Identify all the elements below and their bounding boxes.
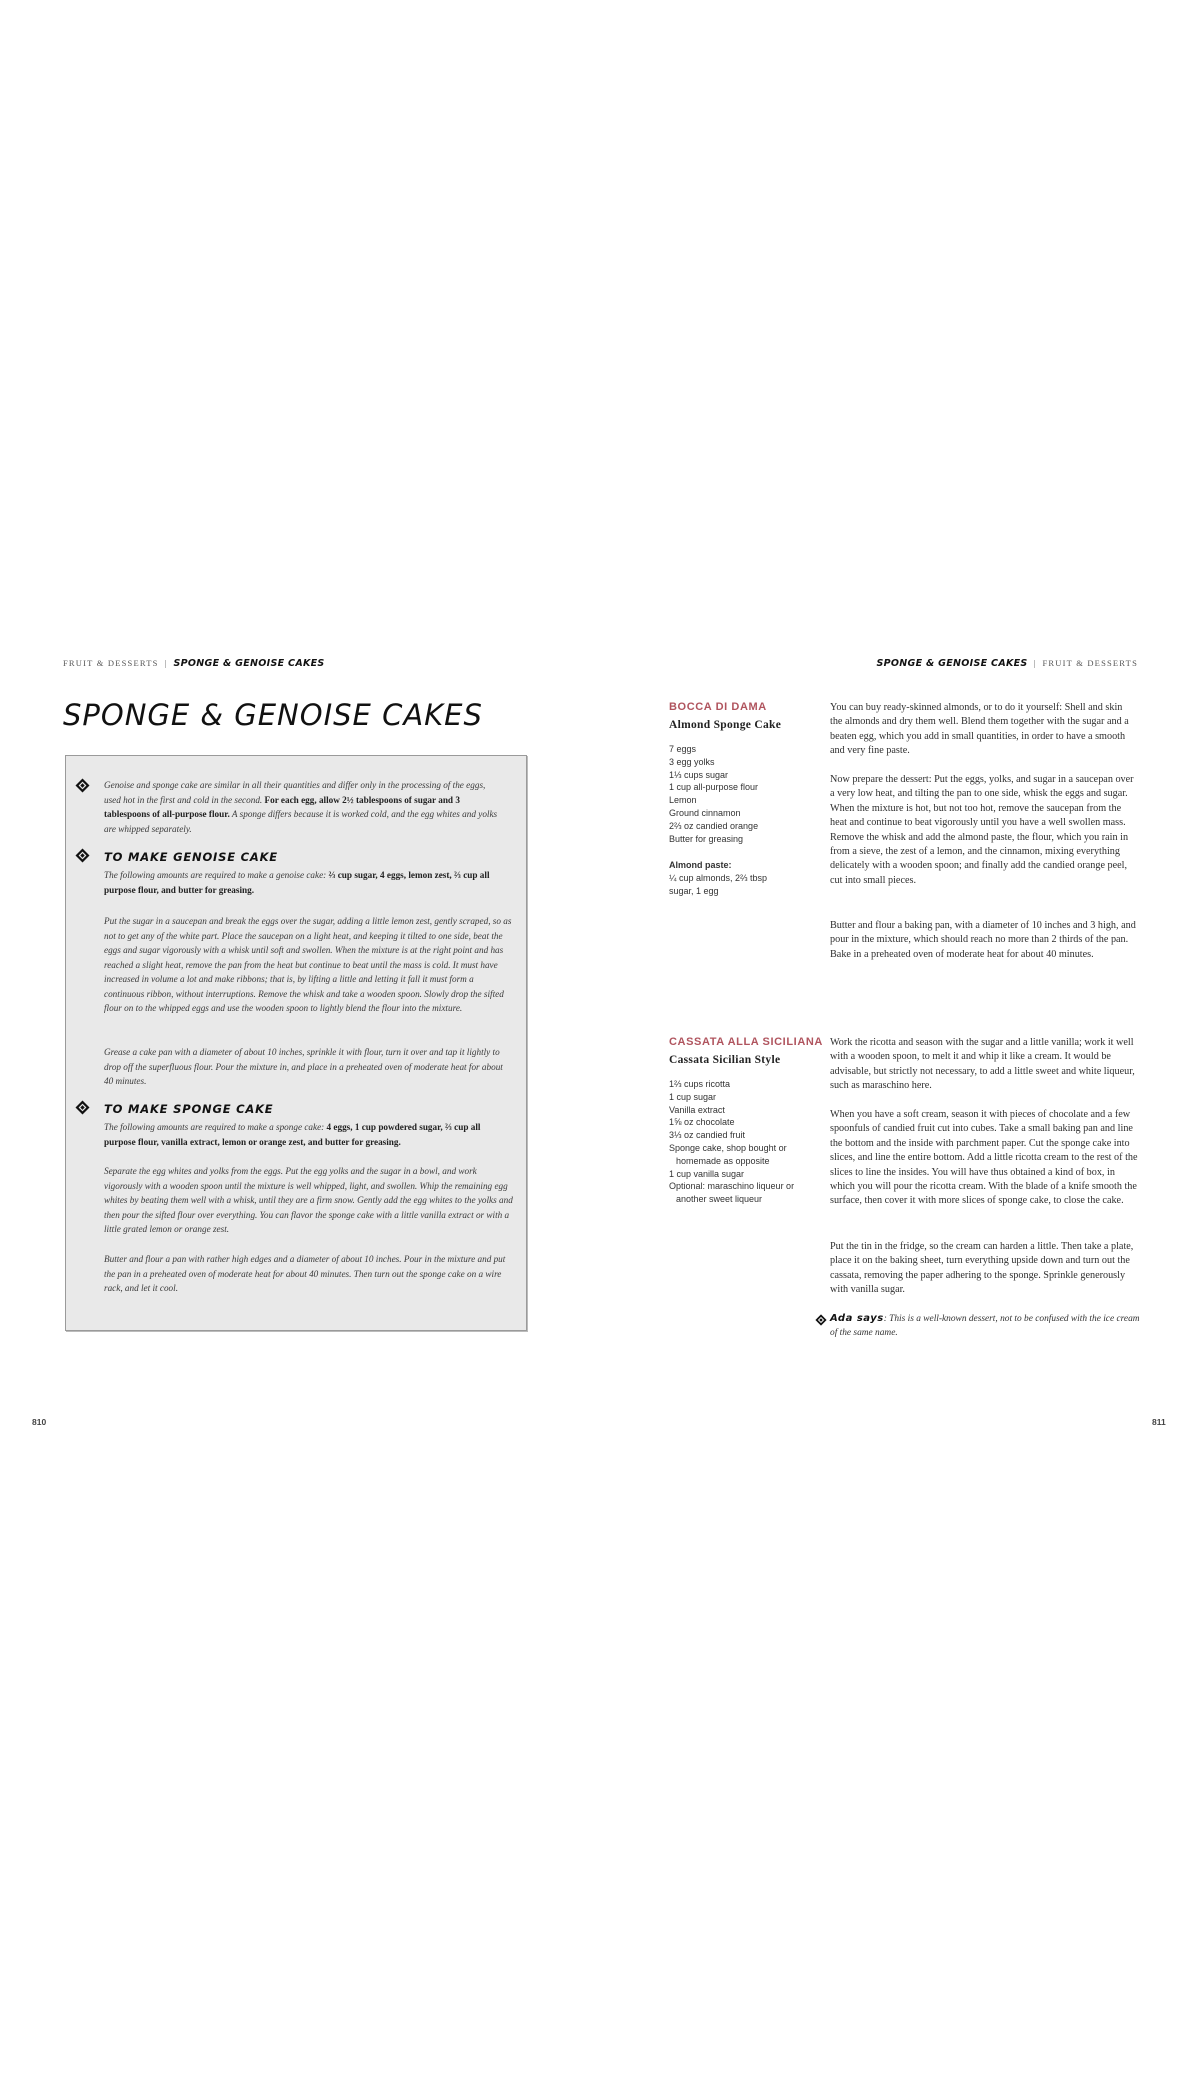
- sponge-heading: TO MAKE SPONGE CAKE: [104, 1102, 274, 1116]
- almond-paste-heading: Almond paste:: [669, 860, 732, 870]
- ada-says-note: [830, 1312, 1140, 1340]
- ingredient-item: 1⅓ cups sugar: [669, 769, 729, 780]
- ingredient-item: 2⅔ oz candied orange: [669, 820, 759, 831]
- diamond-icon: [75, 778, 90, 798]
- method-paragraph: Put the tin in the fridge, so the cream can harden a little. Then take a plate, place it on the baking sheet, turn everything upside down and turn out the cassata, removing the paper adhering to the sponge. Sprinkle generously with vanilla sugar.: [830, 1241, 1134, 1296]
- ingredient-item: Vanilla extract: [669, 1104, 725, 1115]
- sponge-ingredients: The following amounts are required to make a sponge cake: 4 eggs, 1 cup powdered sugar, ⅔ cup all purpose flour, vanilla extract, lemon or orange zest, and butter for greasing.: [104, 1122, 481, 1147]
- ingredient-item: 1 cup sugar: [669, 1091, 717, 1102]
- technique-box: [65, 755, 527, 1331]
- left-running-section: FRUIT & DESSERTS: [63, 658, 159, 668]
- ingredient-item: 1 cup all-purpose flour: [669, 782, 759, 793]
- ingredient-item: homemade as opposite: [676, 1155, 770, 1166]
- ada-says-text: : This is a well-known dessert, not to be confused with the ice cream of the same name.: [830, 1314, 1140, 1338]
- right-page-number: 811: [1152, 1417, 1166, 1427]
- recipe-title-bocca-di-dama: BOCCA DI DAMA: [669, 701, 767, 713]
- genoise-heading: TO MAKE GENOISE CAKE: [104, 850, 278, 864]
- almond-paste-list: [669, 872, 819, 898]
- ingredients-list-bocca: [669, 743, 819, 845]
- ingredient-item: Lemon: [669, 795, 697, 806]
- ingredient-item: Sponge cake, shop bought or: [669, 1142, 787, 1153]
- ingredient-item: 1⅝ oz chocolate: [669, 1117, 735, 1128]
- left-running-head: FRUIT & DESSERTS | SPONGE & GENOISE CAKES: [63, 658, 325, 669]
- method-paragraph: When you have a soft cream, season it with pieces of chocolate and a few spoonfuls of candied fruit cut into cubes. Take a small baking pan and line the bottom and the inside with parchment paper. Cut the sponge cake into slices, and line the entire bottom. Add a little ricotta cream to the rest of the slices to line the insides. You will have thus obtained a kind of box, in which you will pour the ricotta cream. With the blade of a knife smooth the surface, then cover it with more slices of sponge cake, to close the cake.: [830, 1109, 1138, 1207]
- recipe-title-cassata: CASSATA ALLA SICILIANA: [669, 1036, 823, 1048]
- sponge-baking: Butter and flour a pan with rather high edges and a diameter of about 10 inches. Pour in the mixture and put the pan in a preheated oven of moderate heat for about 40 minutes. Then turn out the sponge cake on a wire rack, and let it cool.: [104, 1254, 506, 1293]
- method-paragraph: Now prepare the dessert: Put the eggs, yolks, and sugar in a saucepan over a very low heat, and tilting the pan to one side, whisk the eggs and sugar. When the mixture is hot, but not too hot, remove the saucepan from the heat and continue to beat vigorously until you have a well swollen mass. Remove the whisk and add the almond paste, the flour, which you rain in from a sieve, the zest of a lemon, and the cinnamon, mixing everything delicately with a wooden spoon; and finally add the candied orange peel, cut into small pieces.: [830, 774, 1134, 886]
- right-running-head: SPONGE & GENOISE CAKES | FRUIT & DESSERTS: [876, 658, 1138, 669]
- diamond-icon: [75, 848, 90, 868]
- ingredients-list-cassata: [669, 1078, 819, 1206]
- genoise-baking: Grease a cake pan with a diameter of about 10 inches, sprinkle it with flour, turn it over and tap it lightly to drop off the superfluous flour. Pour the mixture in, and place in a preheated oven of moderate heat for about 40 minutes.: [104, 1047, 503, 1086]
- ingredient-item: Ground cinnamon: [669, 807, 741, 818]
- ingredient-item: 1 cup vanilla sugar: [669, 1168, 745, 1179]
- left-running-chapter: SPONGE & GENOISE CAKES: [173, 658, 325, 669]
- sponge-method: Separate the egg whites and yolks from the eggs. Put the egg yolks and the sugar in a bowl, and work vigorously with a wooden spoon until the mixture is well whipped, light, and swollen. Whip the remaining egg whites by beating them well with a whisk, until they are a firm snow. Gently add the egg whites to the yolks and then pour the sifted flour over everything. You can flavor the sponge cake with a little vanilla extract or with a little grated lemon or orange zest.: [104, 1166, 513, 1234]
- ingredient-item: 3⅓ oz candied fruit: [669, 1130, 746, 1141]
- method-paragraph: Butter and flour a baking pan, with a diameter of 10 inches and 3 high, and pour in the mixture, which should reach no more than 2 thirds of the pan. Bake in a preheated oven of moderate heat for about 40 minutes.: [830, 920, 1136, 960]
- ingredient-item: 3 egg yolks: [669, 756, 715, 767]
- genoise-ingredients: The following amounts are required to make a genoise cake: ⅔ cup sugar, 4 eggs, lemon zest, ⅔ cup all purpose flour, and butter for greasing.: [104, 870, 490, 895]
- ingredient-item: Butter for greasing: [669, 833, 744, 844]
- ada-says-label: Ada says: [830, 1313, 884, 1324]
- method-paragraph: You can buy ready-skinned almonds, or to do it yourself: Shell and skin the almonds and dry them well. Blend them together with the sugar and a beaten egg, which you add in small quantities, in order to have a smooth and very fine paste.: [830, 702, 1129, 757]
- recipe-subtitle-almond-sponge: Almond Sponge Cake: [669, 719, 782, 731]
- ingredient-item: ¼ cup almonds, 2⅔ tbsp: [669, 873, 768, 883]
- ingredient-item: 7 eggs: [669, 744, 697, 754]
- ingredient-item: Optional: maraschino liqueur or: [669, 1181, 795, 1192]
- right-running-chapter: SPONGE & GENOISE CAKES: [876, 658, 1028, 669]
- box-intro: Genoise and sponge cake are similar in all their quantities and differ only in the processing of the eggs, used hot in the first and cold in the second. For each egg, allow 2½ tablespoons of sugar and 3 tablespoons of all-purpose flour. A sponge differs because it is worked cold, and the egg whites and yolks are whipped separately.: [104, 780, 498, 834]
- method-paragraph: Work the ricotta and season with the sugar and a little vanilla; work it well with a wooden spoon, to melt it and whip it like a cream. It would be advisable, but strictly not necessary, to add a little sweet and white liqueur, such as maraschino here.: [830, 1037, 1135, 1092]
- recipe-subtitle-cassata: Cassata Sicilian Style: [669, 1054, 781, 1066]
- right-running-section: FRUIT & DESSERTS: [1042, 658, 1138, 668]
- left-page-number: 810: [32, 1417, 47, 1427]
- ingredient-item: another sweet liqueur: [676, 1194, 763, 1205]
- diamond-icon: [75, 1100, 90, 1120]
- ingredient-item: 1⅔ cups ricotta: [669, 1079, 731, 1089]
- diamond-icon: [815, 1313, 827, 1331]
- genoise-method: Put the sugar in a saucepan and break the eggs over the sugar, adding a little lemon zest, gently scraped, so as not to get any of the white part. Place the saucepan on a light heat, and keeping it tilted to one side, beat the eggs and sugar vigorously with a whisk until soft and swollen. When the mixture is at the right point and has reached a slight heat, remove the pan from the heat but continue to beat until the mass is cold. It must have increased in volume a lot and make ribbons; that is, by lifting a little and letting it fall it must form a continuous ribbon, without interruptions. Remove the whisk and take a wooden spoon. Slowly drop the sifted flour on to the whipped eggs and use the wooden spoon to lightly blend the flour into the mixture.: [104, 916, 512, 1013]
- page-title: SPONGE & GENOISE CAKES: [63, 698, 483, 732]
- ingredient-item: sugar, 1 egg: [669, 885, 719, 896]
